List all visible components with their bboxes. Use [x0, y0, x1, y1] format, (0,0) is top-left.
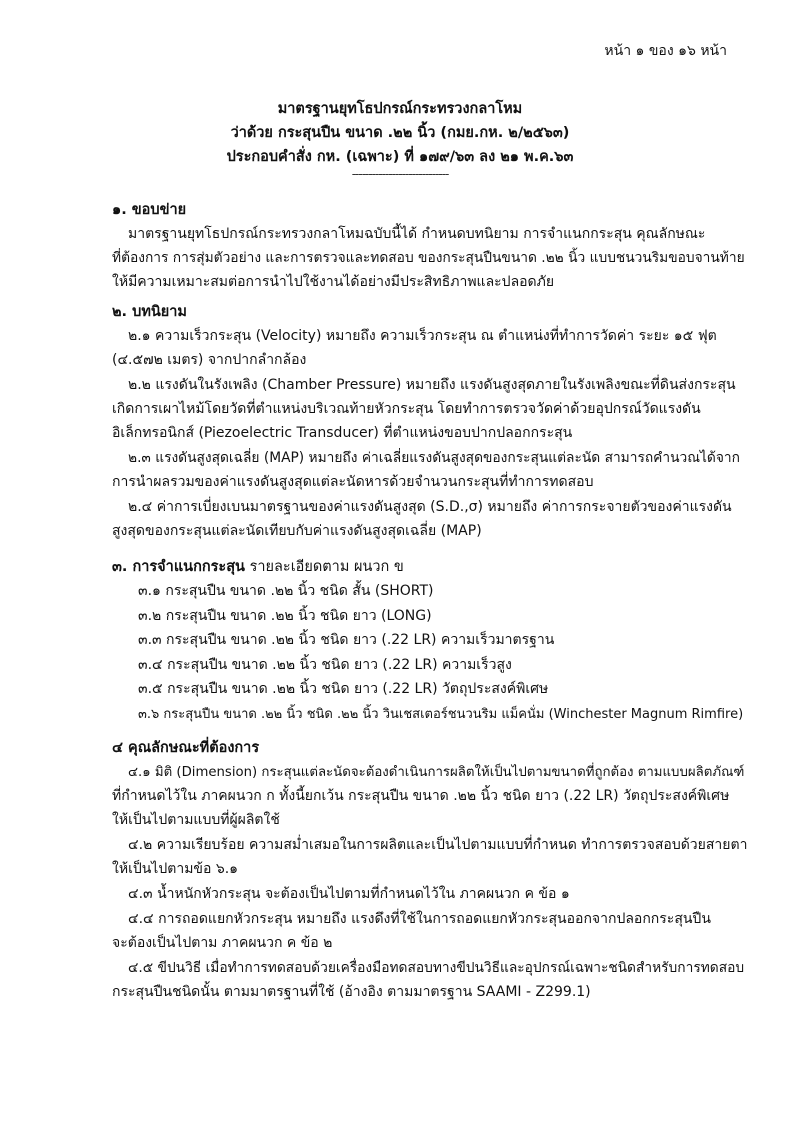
- page-number: หน้า ๑ ของ ๑๖ หน้า: [604, 43, 727, 59]
- list-item: ๓.๑ กระสุนปืน ขนาด .๒๒ นิ้ว ชนิด สั้น (SHORT): [138, 583, 434, 599]
- definition-line: (๔.๕๗๒ เมตร) จากปากลำกล้อง: [112, 352, 307, 368]
- requirement-line: ๔.๔ การถอดแยกหัวกระสุน หมายถึง แรงดึงที่ใช้ในการถอดแยกหัวกระสุนออกจากปลอกกระสุนปืน: [128, 911, 711, 927]
- list-item: ๓.๕ กระสุนปืน ขนาด .๒๒ นิ้ว ชนิด ยาว (.22 LR) วัตถุประสงค์พิเศษ: [138, 681, 549, 697]
- section-4-heading: ๔ คุณลักษณะที่ต้องการ: [112, 740, 260, 756]
- paragraph-line: ให้มีความเหมาะสมต่อการนำไปใช้งานได้อย่างมีประสิทธิภาพและปลอดภัย: [112, 274, 555, 290]
- definition-line: สูงสุดของกระสุนแต่ละนัดเทียบกับค่าแรงดันสูงสุดเฉลี่ย (MAP): [112, 523, 482, 539]
- section-3-heading: [112, 555, 404, 578]
- list-item: ๓.๔ กระสุนปืน ขนาด .๒๒ นิ้ว ชนิด ยาว (.22 LR) ความเร็วสูง: [138, 657, 512, 673]
- paragraph-line: ที่ต้องการ การสุ่มตัวอย่าง และการตรวจและทดสอบ ของกระสุนปืนขนาด .๒๒ นิ้ว แบบชนวนริมขอบจานท้าย: [112, 250, 745, 266]
- definition-line: เกิดการเผาไหม้โดยวัดที่ตำแหน่งบริเวณท้ายหัวกระสุน โดยทำการตรวจวัดค่าด้วยอุปกรณ์วัดแรงดัน: [112, 401, 701, 417]
- definition-line: อิเล็กทรอนิกส์ (Piezoelectric Transducer) ที่ตำแหน่งขอบปากปลอกกระสุน: [112, 425, 573, 441]
- requirement-line: ให้เป็นไปตามข้อ ๖.๑: [112, 861, 239, 877]
- section-2-heading: ๒. บทนิยาม: [112, 304, 187, 320]
- requirement-line: ให้เป็นไปตามแบบที่ผู้ผลิตใช้: [112, 812, 280, 828]
- paragraph-line: มาตรฐานยุทโธปกรณ์กระทรวงกลาโหมฉบับนี้ได้ กำหนดบทนิยาม การจำแนกกระสุน คุณลักษณะ: [128, 226, 706, 242]
- requirement-line: ๔.๓ น้ำหนักหัวกระสุน จะต้องเป็นไปตามที่กำหนดไว้ใน ภาคผนวก ค ข้อ ๑: [128, 886, 570, 902]
- section-3-heading-note: รายละเอียดตาม ผนวก ข: [244, 559, 404, 575]
- section-3-heading-text: ๓. การจำแนกกระสุน: [112, 559, 245, 575]
- list-item: ๓.๓ กระสุนปืน ขนาด .๒๒ นิ้ว ชนิด ยาว (.22 LR) ความเร็วมาตรฐาน: [138, 632, 555, 648]
- requirement-line: จะต้องเป็นไปตาม ภาคผนวก ค ข้อ ๒: [112, 935, 333, 951]
- requirement-line: ๔.๕ ขีปนวิธี เมื่อทำการทดสอบด้วยเครื่องมือทดสอบทางขีปนวิธีและอุปกรณ์เฉพาะชนิดสำหรับการทดสอบ: [128, 960, 745, 976]
- requirement-line: ๔.๑ มิติ (Dimension) กระสุนแต่ละนัดจะต้องดำเนินการผลิตให้เป็นไปตามขนาดที่ถูกต้อง ตามแบบผลิตภัณฑ์: [128, 765, 745, 780]
- definition-line: ๒.๔ ค่าการเบี่ยงเบนมาตรฐานของค่าแรงดันสูงสุด (S.D.,σ) หมายถึง ค่าการกระจายตัวของค่าแรงดัน: [128, 499, 732, 515]
- list-item: ๓.๖ กระสุนปืน ขนาด .๒๒ นิ้ว ชนิด .๒๒ นิ้ว วินเชสเตอร์ชนวนริม แม็คนั่ม (Winchester Magnum Rimfire): [138, 707, 744, 722]
- list-item: ๓.๒ กระสุนปืน ขนาด .๒๒ นิ้ว ชนิด ยาว (LONG): [138, 608, 432, 624]
- definition-line: ๒.๓ แรงดันสูงสุดเฉลี่ย (MAP) หมายถึง ค่าเฉลี่ยแรงดันสูงสุดของกระสุนแต่ละนัด สามารถคำนวณได้จาก: [128, 450, 740, 466]
- definition-line: การนำผลรวมของค่าแรงดันสูงสุดแต่ละนัดหารด้วยจำนวนกระสุนที่ทำการทดสอบ: [112, 474, 594, 490]
- document-order-reference: ประกอบคำสั่ง กห. (เฉพาะ) ที่ ๑๗๙/๖๓ ลง ๒๑ พ.ค.๖๓: [226, 149, 574, 165]
- definition-line: ๒.๒ แรงดันในรังเพลิง (Chamber Pressure) หมายถึง แรงดันสูงสุดภายในรังเพลิงขณะที่ดินส่งกระสุน: [128, 377, 736, 393]
- requirement-line: ๔.๒ ความเรียบร้อย ความสม่ำเสมอในการผลิตและเป็นไปตามแบบที่กำหนด ทำการตรวจสอบด้วยสายตา: [128, 837, 748, 853]
- title-separator: -----------------------------: [351, 167, 449, 181]
- requirement-line: ที่กำหนดไว้ใน ภาคผนวก ก ทั้งนี้ยกเว้น กระสุนปืน ขนาด .๒๒ นิ้ว ชนิด ยาว (.22 LR) วัตถุประสงค์พิเศษ: [112, 788, 730, 804]
- definition-line: ๒.๑ ความเร็วกระสุน (Velocity) หมายถึง ความเร็วกระสุน ณ ตำแหน่งที่ทำการวัดค่า ระยะ ๑๕ ฟุต: [128, 328, 717, 344]
- section-1-heading: ๑. ขอบข่าย: [112, 202, 187, 218]
- document-title: มาตรฐานยุทโธปกรณ์กระทรวงกลาโหม: [277, 101, 523, 117]
- document-subtitle: ว่าด้วย กระสุนปืน ขนาด .๒๒ นิ้ว (กมย.กห. ๒/๒๕๖๓): [230, 125, 570, 141]
- requirement-line: กระสุนปืนชนิดนั้น ตามมาตรฐานที่ใช้ (อ้างอิง ตามมาตรฐาน SAAMI - Z299.1): [112, 984, 591, 1000]
